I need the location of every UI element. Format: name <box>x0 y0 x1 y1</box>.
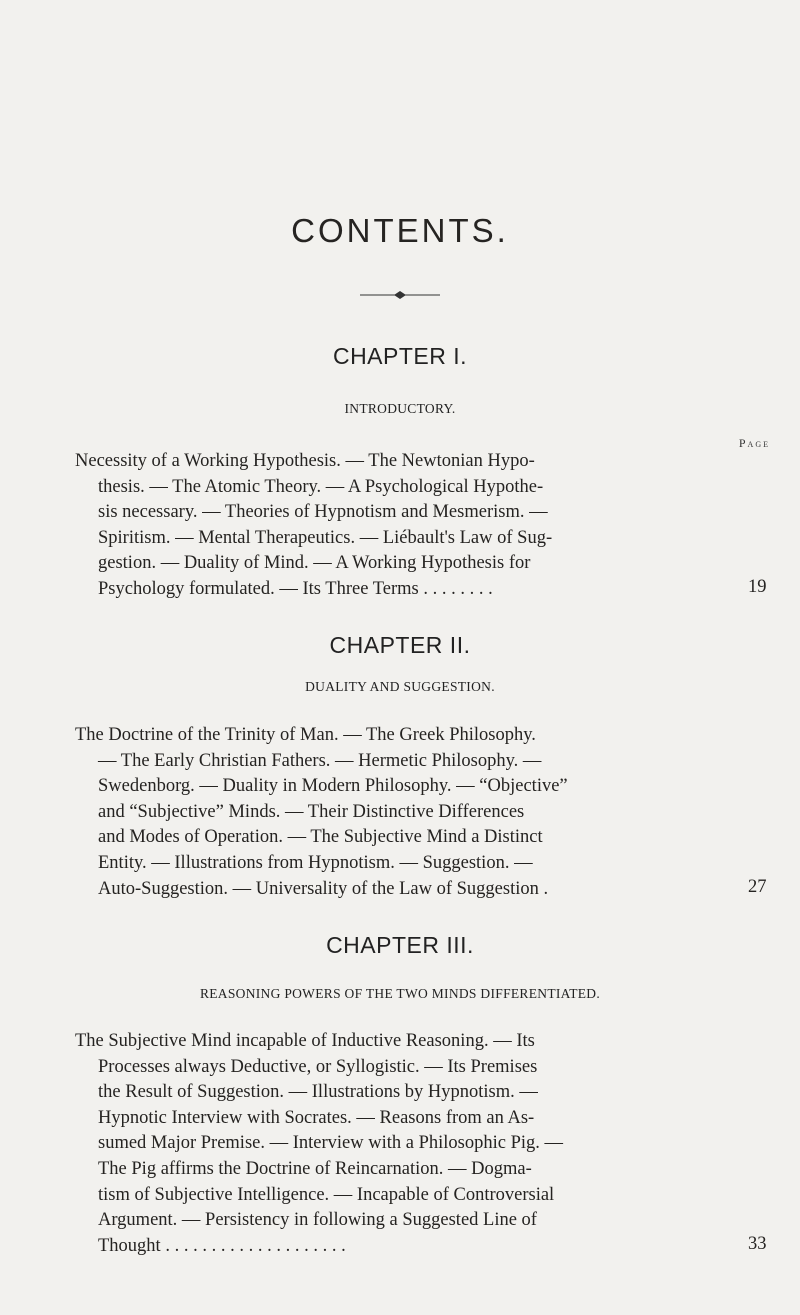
summary-line: Auto-Suggestion. — Universality of the Law of Suggestion . <box>98 878 549 899</box>
page-title: CONTENTS. <box>291 212 509 249</box>
summary-line: sumed Major Premise. — Interview with a Philosophic Pig. — <box>98 1133 564 1154</box>
chapter-heading: CHAPTER II. <box>329 632 471 658</box>
summary-line: Swedenborg. — Duality in Modern Philosophy. — “Objective” <box>98 776 568 797</box>
summary-line: Processes always Deductive, or Syllogistic. — Its Premises <box>98 1056 538 1077</box>
ornament-divider <box>360 290 440 300</box>
summary-line: The Doctrine of the Trinity of Man. — The Greek Philosophy. <box>75 725 536 745</box>
summary-line: The Subjective Mind incapable of Inductive Reasoning. — Its <box>75 1031 535 1051</box>
chapter-heading: CHAPTER I. <box>332 343 468 369</box>
summary-line: — The Early Christian Fathers. — Hermetic Philosophy. — <box>98 750 542 771</box>
summary-line: Spiritism. — Mental Therapeutics. — Liébault's Law of Sug- <box>98 527 553 548</box>
page-number: 33 <box>748 1234 767 1254</box>
chapter-summary <box>75 723 740 902</box>
summary-line: and Modes of Operation. — The Subjective Mind a Distinct <box>98 827 543 848</box>
chapter-subtitle: REASONING POWERS OF THE TWO MINDS DIFFERENTIATED. <box>199 986 601 1001</box>
summary-line: Entity. — Illustrations from Hypnotism. — Suggestion. — <box>98 852 533 873</box>
summary-line: Hypnotic Interview with Socrates. — Reasons from an As- <box>98 1107 535 1128</box>
chapter-summary <box>75 449 740 603</box>
summary-line: The Pig affirms the Doctrine of Reincarnation. — Dogma- <box>98 1158 532 1179</box>
page-number: 27 <box>748 877 767 897</box>
chapter-summary <box>75 1029 740 1259</box>
summary-line: tism of Subjective Intelligence. — Incapable of Controversial <box>98 1184 555 1205</box>
page-number: 19 <box>748 577 767 597</box>
summary-line: Necessity of a Working Hypothesis. — The Newtonian Hypo- <box>75 451 535 471</box>
page-column-label: Page <box>738 436 770 450</box>
summary-line: thesis. — The Atomic Theory. — A Psychological Hypothe- <box>98 476 544 497</box>
chapter-subtitle: DUALITY AND SUGGESTION. <box>305 679 495 694</box>
chapter-subtitle: INTRODUCTORY. <box>344 401 456 416</box>
summary-line: and “Subjective” Minds. — Their Distinctive Differences <box>98 801 525 822</box>
summary-line: gestion. — Duality of Mind. — A Working Hypothesis for <box>98 553 531 574</box>
chapter-heading: CHAPTER III. <box>326 932 474 958</box>
summary-line: Argument. — Persistency in following a Suggested Line of <box>98 1210 537 1231</box>
summary-line: the Result of Suggestion. — Illustrations by Hypnotism. — <box>98 1082 538 1103</box>
summary-line: sis necessary. — Theories of Hypnotism and Mesmerism. — <box>98 502 548 523</box>
summary-line: Psychology formulated. — Its Three Terms . . . . . . . . <box>98 578 493 599</box>
summary-line: Thought . . . . . . . . . . . . . . . . . . . . <box>98 1235 346 1256</box>
